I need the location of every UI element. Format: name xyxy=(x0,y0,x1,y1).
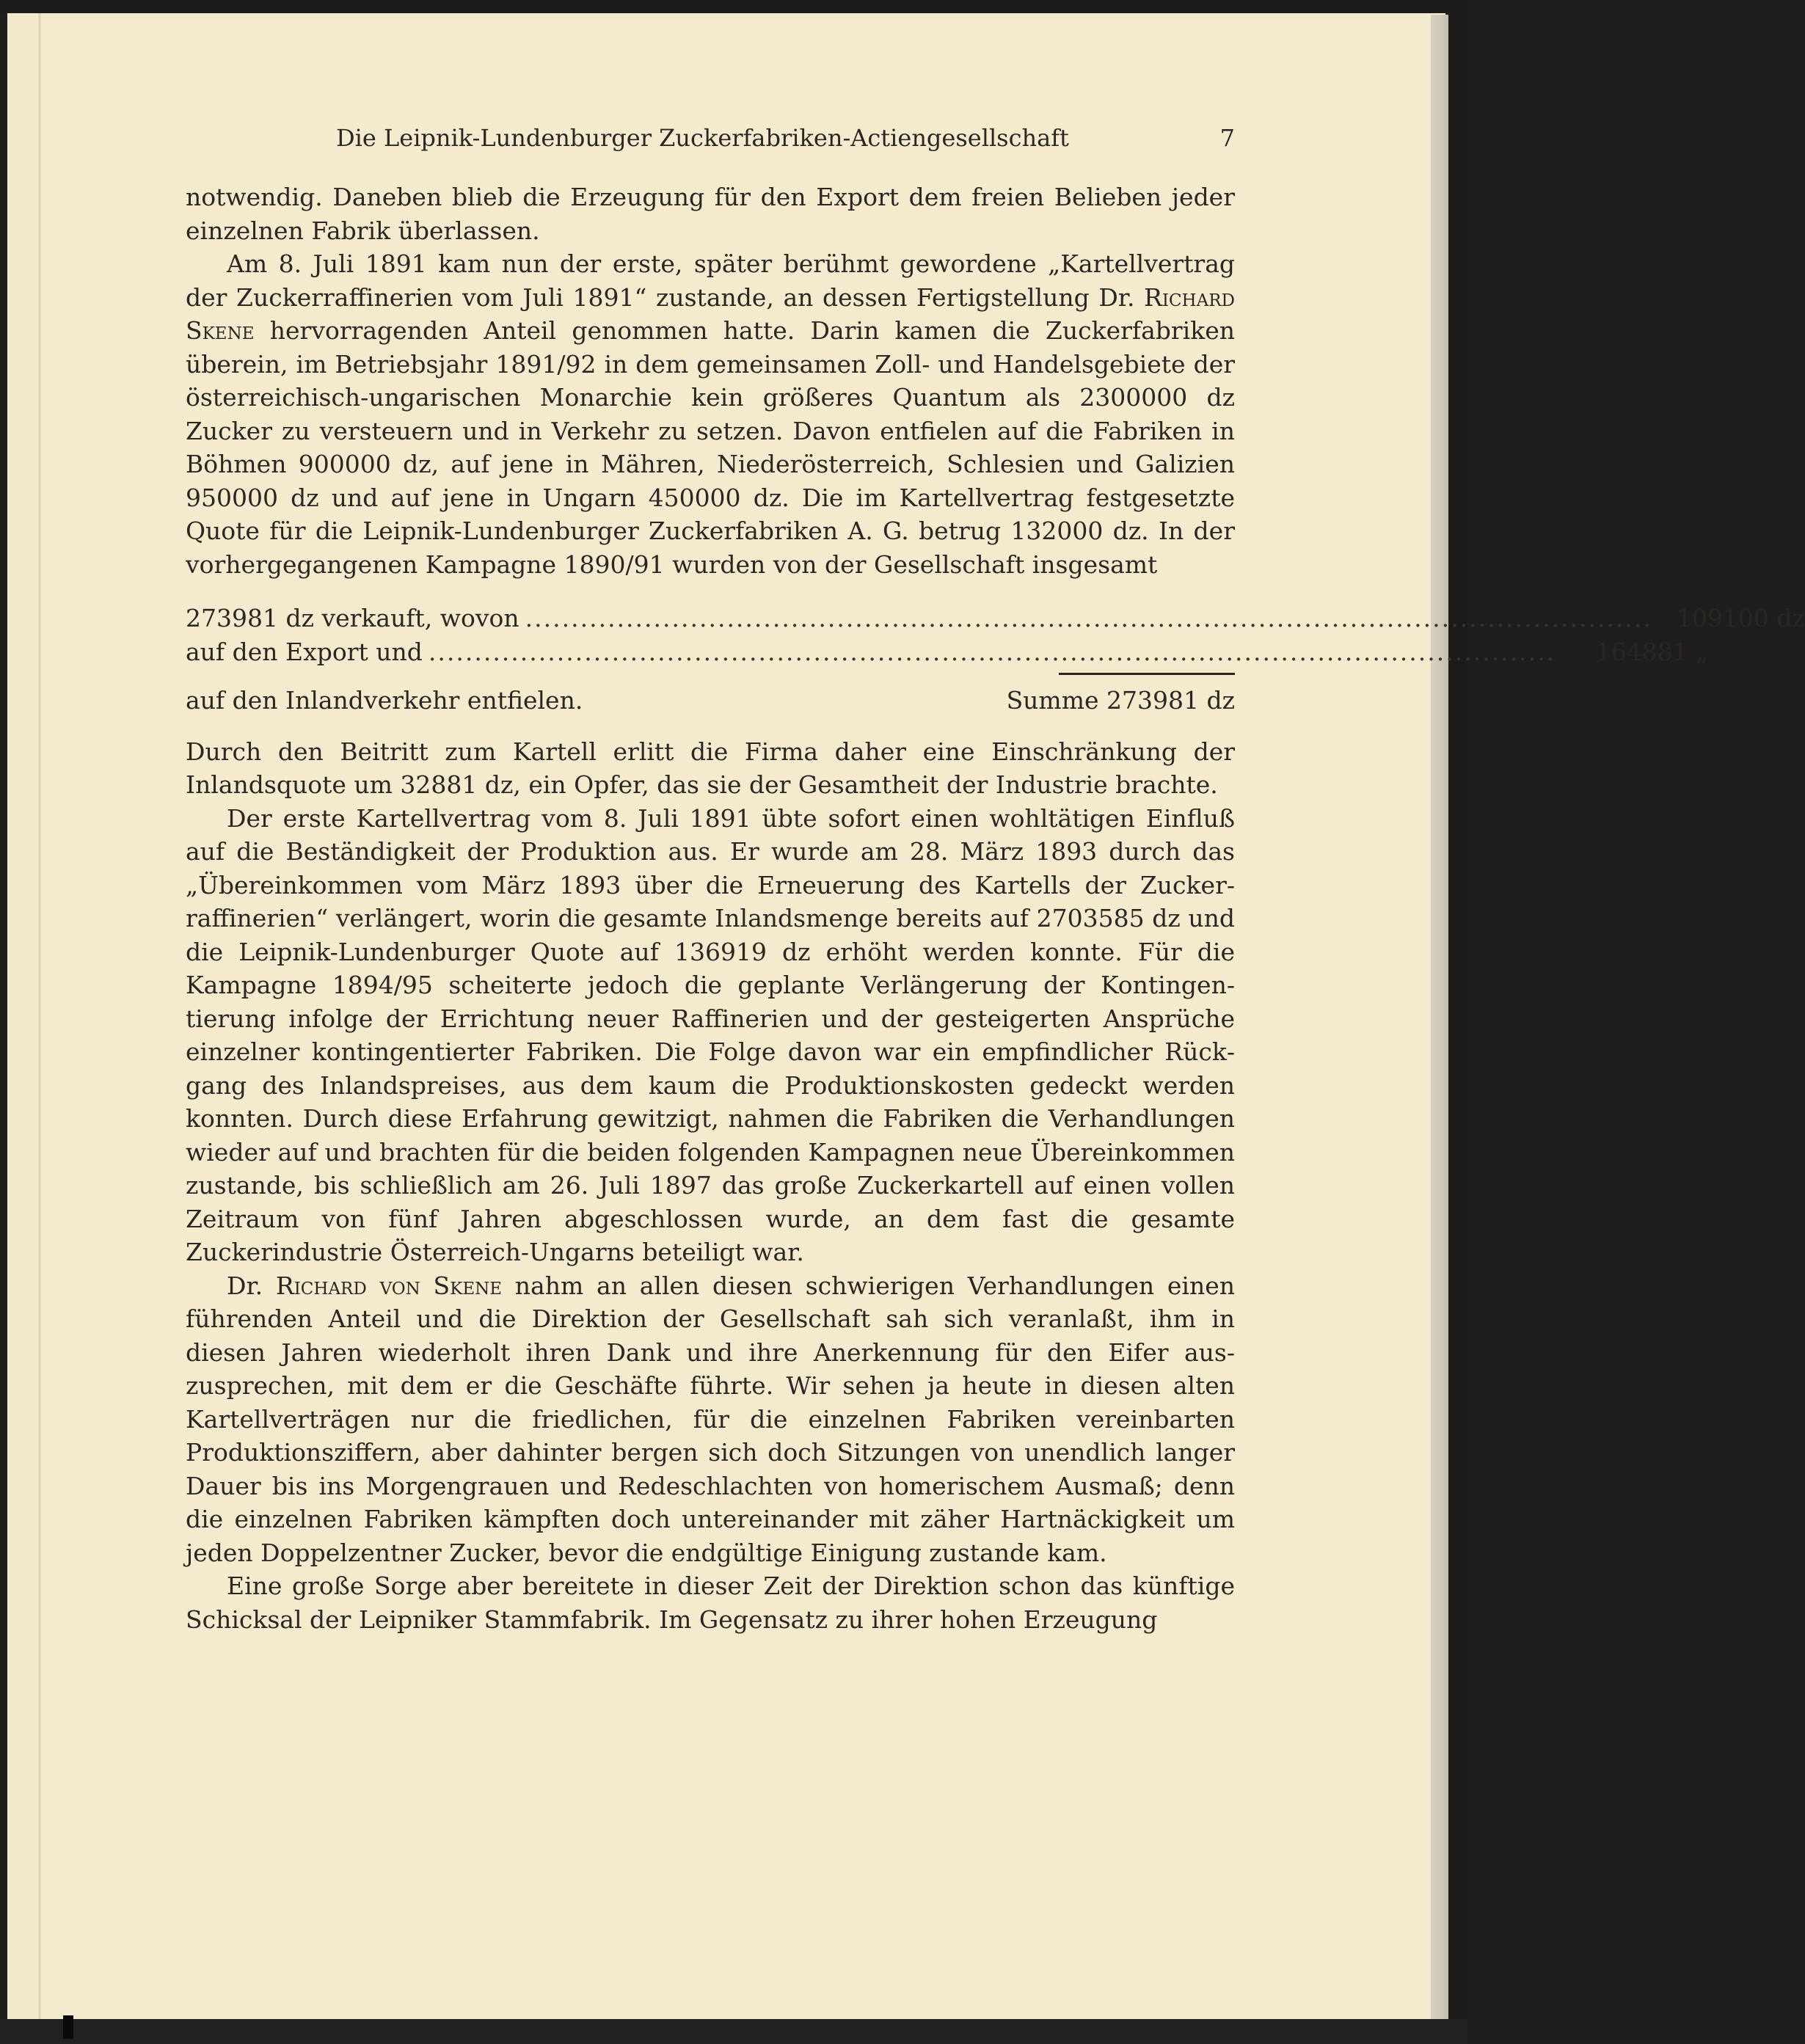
previous-page-edge xyxy=(7,13,38,2023)
paragraph-5-text-b: nahm an allen diesen schwierigen Verhandlungen einen führenden Anteil und die Direktion der Gesellschaft sah sich veranlaßt, ihm in diesen Jahren wiederholt ihren Dank und ihre Anerkennung für den Eifer auszusprechen, mit dem er die Geschäfte führte. Wir sehen ja heute in diesen alten Kartellverträgen nur die friedlichen, für die einzelnen Fabriken vereinbarten Produktionsziffern, aber dahinter bergen sich doch Sitzungen von unendlich langer Dauer bis ins Morgengrauen und Redeschlachten von homerischem Ausmaß; denn die einzelnen Fabriken kämpften doch untereinander mit zäher Hartnäckigkeit um jeden Doppelzentner Zucker, bevor die endgültige Einigung zustande kam. xyxy=(186,1271,1235,1567)
page-number: 7 xyxy=(1219,124,1235,152)
person-name-richard-skene: Richard Skene xyxy=(186,282,1235,345)
scan-border-top xyxy=(0,0,1467,13)
scan-clip-marker xyxy=(63,2015,73,2039)
person-name-richard-von-skene: Richard von Skene xyxy=(275,1271,503,1300)
ledger-leader-dots: ........................................................................................................................... xyxy=(428,637,1556,666)
running-head xyxy=(186,123,1235,153)
paragraph-2 xyxy=(186,247,1235,581)
page-gutter-fold xyxy=(38,13,41,2023)
ledger-row xyxy=(186,635,1709,669)
ledger-total-row xyxy=(186,684,1235,718)
paragraph-5 xyxy=(186,1269,1235,1570)
scan-border-right xyxy=(1448,0,1467,2044)
ledger-label: 273981 dz verkauft, wovon xyxy=(186,604,519,632)
paragraph-2-text-a: Am 8. Juli 1891 kam nun der erste, später berühmt gewordene „Kartellvertrag der Zuckerraffinerien vom Juli 1891“ zustande, an dessen Fertigstellung Dr. xyxy=(186,249,1235,312)
paragraph-6: Eine große Sorge aber bereitete in dieser Zeit der Direktion schon das künftige Schicksal der Leipniker Stammfabrik. Im Gegensatz zu ihrer hohen Erzeugung xyxy=(186,1572,1235,1634)
sum-rule xyxy=(1059,673,1235,675)
running-head-title: Die Leipnik-Lundenburger Zuckerfabriken-Actiengesellschaft xyxy=(336,124,1069,152)
ledger-total-amount: Summe 273981 dz xyxy=(1006,686,1235,715)
ledger-amount: 109100 dz xyxy=(1676,604,1805,632)
scan-border-bottom xyxy=(0,2019,1467,2044)
paragraph-2-text-b: hervorragenden Anteil genommen hatte. Darin kamen die Zuckerfabriken überein, im Betriebsjahr 1891/92 in dem gemeinsamen Zoll- und Handelsgebiete der österreichisch-ungarischen Monarchie kein größeres Quantum als 2300000 dz Zucker zu versteuern und in Verkehr zu setzen. Davon entfielen auf die Fabriken in Böhmen 900000 dz, auf jene in Mähren, Niederösterreich, Schlesien und Galizien 950000 dz und auf jene in Ungarn 450000 dz. Die im Kartellvertrag festgesetzte Quote für die Leipnik-Lundenburger Zuckerfabriken A. G. betrug 132000 dz. In der vorhergegangenen Kampagne 1890/91 wurden von der Gesellschaft insgesamt xyxy=(186,316,1235,579)
sales-ledger xyxy=(186,602,1805,718)
page-edge-right xyxy=(1431,15,1448,2025)
paragraph-4: Der erste Kartellvertrag vom 8. Juli 1891 übte sofort einen wohltätigen Einfluß auf die Beständigkeit der Produktion aus. Er wurde am 28. März 1893 durch das „Übereinkommen vom März 1893 über die Erneuerung des Kartells der Zuckerraffinerien“ verlängert, worin die gesamte Inlandsmenge bereits auf 2703585 dz und die Leipnik-Lundenburger Quote auf 136919 dz erhöht werden konnte. Für die Kampagne 1894/95 scheiterte jedoch die geplante Verlängerung der Kontingentierung infolge der Errichtung neuer Raffinerien und der gesteigerten Ansprüche einzelner kontingentierter Fabriken. Die Folge davon war ein empfindlicher Rückgang des Inlandspreises, aus dem kaum die Produktionskosten gedeckt werden konnten. Durch diese Erfahrung gewitzigt, nahmen die Fabriken die Verhandlungen wieder auf und brachten für die beiden folgenden Kampagnen neue Übereinkommen zustande, bis schließlich am 26. Juli 1897 das große Zuckerkartell auf einen vollen Zeitraum von fünf Jahren abgeschlossen wurde, an dem fast die gesamte Zuckerindustrie Österreich-Ungarns beteiligt war. xyxy=(186,803,1235,1266)
ledger-label: auf den Export und xyxy=(186,637,423,666)
page-text-block xyxy=(186,123,1805,1636)
ledger-total-label: auf den Inlandverkehr entfielen. xyxy=(186,686,583,715)
ledger-amount: 164881 „ xyxy=(1595,637,1709,666)
ledger-leader-dots: ........................................................................................................................... xyxy=(525,604,1652,632)
paragraph-3: Durch den Beitritt zum Kartell erlitt die Firma daher eine Einschränkung der Inlandsquote um 32881 dz, ein Opfer, das sie der Gesamtheit der Industrie brachte. xyxy=(186,737,1235,799)
ledger-row xyxy=(186,602,1805,635)
paragraph-1: notwendig. Daneben blieb die Erzeugung für den Export dem freien Belieben jeder einzelnen Fabrik überlassen. xyxy=(186,183,1235,245)
paragraph-5-text-a: Dr. xyxy=(227,1271,276,1300)
